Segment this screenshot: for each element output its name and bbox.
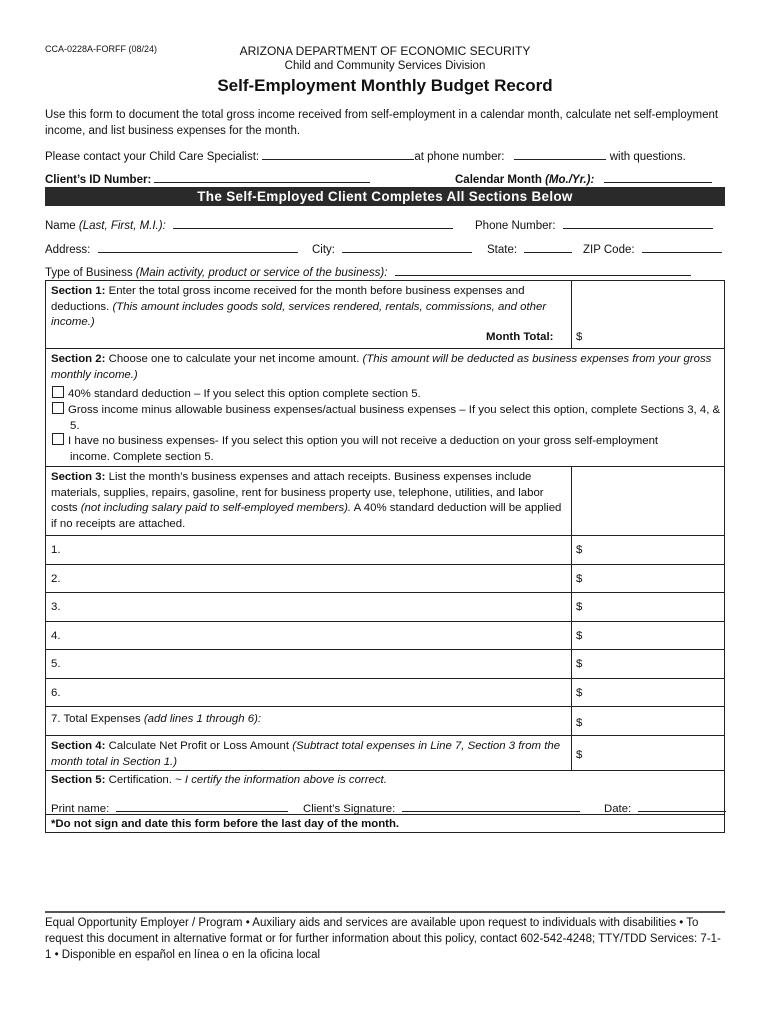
standard-deduction-checkbox[interactable] [52,386,64,398]
print-name-row [51,799,288,815]
date-label: Date: [604,803,632,815]
section2-text [51,352,721,383]
section4-heading: Section 4: [51,740,106,752]
calendar-month-row [455,170,712,186]
expense-number: 4. [51,630,61,642]
calendar-month-hint: (Mo./Yr.): [545,174,595,186]
page-title: Self-Employment Monthly Budget Record [217,76,553,95]
business-field[interactable] [395,263,691,276]
state-row [487,240,572,256]
option-3-label: I have no business expenses- If you select this option you will not receive a deduction on your gross self-employment income. Complete section 5. [68,435,659,463]
name-label: Name [45,220,76,232]
print-name-field[interactable] [116,799,288,812]
city-label: City: [312,244,335,256]
section-banner [45,187,725,206]
name-hint: (Last, First, M.I.): [78,220,166,232]
state-field[interactable] [524,240,572,253]
client-id-field[interactable] [154,170,370,183]
budget-table [45,280,725,833]
option-standard-deduction[interactable] [52,386,712,403]
net-profit-amount[interactable]: $ [576,749,583,761]
city-row [312,240,472,256]
option-actual-expenses[interactable] [52,402,730,434]
month-total-label: Month Total: [486,331,554,343]
address-label: Address: [45,244,91,256]
expense-amount[interactable]: $ [576,658,583,670]
warning-row [46,814,724,834]
sign-warning: *Do not sign and date this form before the last day of the month. [51,818,400,830]
expense-line-1[interactable] [46,535,724,564]
section1-divider [571,281,572,348]
section3-divider [571,467,572,535]
section1-body: Enter the total gross income received for the month before business expenses and deductions. [51,285,525,313]
agency-name: ARIZONA DEPARTMENT OF ECONOMIC SECURITY [239,44,531,58]
section3-body: List the month’s business expenses and attach receipts. Business expenses include materials, supplies, repairs, gasoline, rent for business property use, telephone, utilities, and labor costs [51,471,544,514]
business-row [45,263,691,279]
total-expenses-amount[interactable]: $ [576,717,583,729]
section1-heading: Section 1: [51,285,106,297]
specialist-field[interactable] [262,147,414,160]
calendar-month-field[interactable] [604,170,712,183]
section2-heading: Section 2: [51,353,106,365]
division-name: Child and Community Services Division [284,60,486,72]
expense-amount[interactable]: $ [576,687,583,699]
section5-text [51,774,387,786]
address-row [45,240,298,256]
phone-row [475,216,713,232]
contact-suffix: with questions. [609,151,686,163]
expense-divider [571,707,572,735]
banner-text: The Self-Employed Client Completes All Sections Below [197,189,573,204]
month-total-field[interactable]: $ [576,331,583,343]
expense-line-6[interactable] [46,678,724,706]
expense-number: 6. [51,687,61,699]
contact-row [45,147,735,163]
actual-expenses-checkbox[interactable] [52,402,64,414]
zip-row [583,240,722,256]
section3-block [46,466,724,535]
zip-field[interactable] [642,240,722,253]
section1-hint: (This amount includes goods sold, services rendered, rentals, commissions, and other income.) [51,300,547,328]
client-id-row [45,170,370,186]
phone-field[interactable] [563,216,713,229]
section4-divider [571,736,572,770]
expense-divider [571,679,572,706]
contact-phone-label: at phone number: [414,151,505,163]
expense-line-2[interactable] [46,564,724,592]
expense-number: 2. [51,573,61,585]
business-hint: (Main activity, product or service of the business): [135,267,388,279]
expense-amount[interactable]: $ [576,544,583,556]
option-1-label: 40% standard deduction – If you select this option complete section 5. [68,388,421,400]
section2-body: Choose one to calculate your net income amount. [108,353,360,365]
date-field[interactable] [638,799,726,812]
section3-heading: Section 3: [51,471,106,483]
date-row [604,799,726,815]
option-2-label: Gross income minus allowable business expenses/actual business expenses – If you select this option, complete Sections 3, 4, & 5. [68,404,721,432]
signature-label: Client’s Signature: [303,803,396,815]
option-no-expenses[interactable] [52,433,700,465]
expense-divider [571,650,572,678]
intro-text: Use this form to document the total gross income received from self-employment in a calendar month, calculate net self-employment income, and list business expenses for the month. [45,109,719,137]
section5-block [46,770,724,833]
section5-body: Certification. ~ [108,774,182,786]
section2-hint: (This amount will be deducted as business expenses from your gross monthly income.) [51,353,712,381]
section1-text [51,284,566,331]
form-code: CCA-0228A-FORFF (08/24) [45,44,158,54]
section4-text [51,739,566,770]
expense-divider [571,593,572,621]
section4-hint: (Subtract total expenses in Line 7, Section 3 from the month total in Section 1.) [51,740,561,768]
address-field[interactable] [98,240,298,253]
name-field[interactable] [173,216,453,229]
signature-field[interactable] [402,799,580,812]
expense-amount[interactable]: $ [576,630,583,642]
no-expenses-checkbox[interactable] [52,433,64,445]
expense-line-3[interactable] [46,592,724,621]
name-row [45,216,453,232]
section4-block [46,735,724,770]
expense-divider [571,622,572,649]
contact-prefix: Please contact your Child Care Specialist: [45,151,260,163]
expense-amount[interactable]: $ [576,601,583,613]
expense-divider [571,536,572,564]
business-label: Type of Business [45,267,133,279]
city-field[interactable] [342,240,472,253]
expense-line-4[interactable] [46,621,724,649]
footer-rule [45,911,725,913]
client-id-label: Client’s ID Number: [45,174,152,186]
signature-row [303,799,580,815]
specialist-phone-field[interactable] [514,147,606,160]
section2-block [46,348,724,466]
expense-line-5[interactable] [46,649,724,678]
expense-amount[interactable]: $ [576,573,583,585]
section4-body: Calculate Net Profit or Loss Amount [108,740,290,752]
calendar-month-label: Calendar Month [455,174,542,186]
section5-heading: Section 5: [51,774,106,786]
total-expenses-line[interactable] [46,706,724,735]
zip-label: ZIP Code: [583,244,635,256]
total-expenses-text [51,713,261,725]
section3-hint: (not including salary paid to self-employed members). [80,502,352,514]
section3-body2: A 40% standard deduction will be applied if no receipts are attached. [51,502,562,530]
expense-divider [571,565,572,592]
expense-number: 3. [51,601,61,613]
print-name-label: Print name: [51,803,110,815]
expense-number: 1. [51,544,61,556]
expense-number: 5. [51,658,61,670]
total-expenses-label: 7. Total Expenses [51,713,141,725]
footer-text: Equal Opportunity Employer / Program • Auxiliary aids and services are available upon request to individuals with disabilities • To request this document in alternative format or for further information about this policy, contact 602-542-4248; TTY/TDD Services: 7-1-1 • Disponible en español en línea o en la oficina local [45,917,721,961]
total-expenses-hint: (add lines 1 through 6): [143,713,262,725]
section3-text [51,470,566,532]
section5-hint: I certify the information above is correct. [184,774,387,786]
state-label: State: [487,244,518,256]
phone-label: Phone Number: [475,220,556,232]
